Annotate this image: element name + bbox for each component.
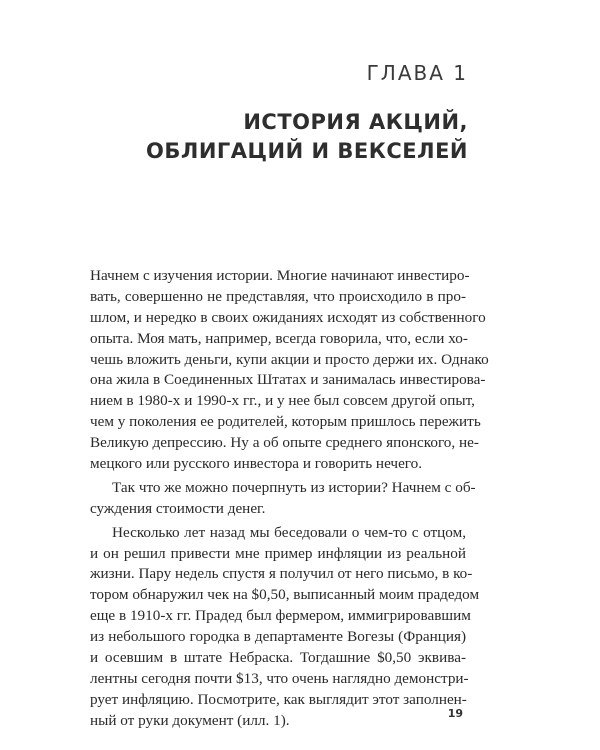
text-line: она жила в Соединенных Штатах и занималась инвестирова- bbox=[90, 371, 486, 389]
chapter-title-line: ОБЛИГАЦИЙ И ВЕКСЕЛЕЙ bbox=[146, 139, 468, 163]
text-line: нием в 1980-х и 1990-х гг., и у нее был совсем другой опыт, bbox=[90, 392, 475, 410]
text-line: рует инфляцию. Посмотрите, как выглядит этот заполнен- bbox=[90, 690, 467, 708]
page-number: 19 bbox=[447, 707, 463, 720]
body-text bbox=[90, 266, 489, 732]
text-line: еще в 1910-х гг. Прадед был фермером, иммигрировавшим bbox=[90, 607, 471, 625]
text-line: опыта. Моя мать, например, всегда говорила, что, если хо- bbox=[90, 329, 468, 347]
chapter-title bbox=[146, 108, 468, 166]
text-line: и он решил привести мне пример инфляции из реальной bbox=[90, 544, 466, 562]
paragraph-3 bbox=[90, 523, 480, 732]
text-line: лентны сегодня почти $13, что очень наглядно демонстри- bbox=[90, 669, 469, 687]
text-line: Несколько лет назад мы беседовали о чем-то с отцом, bbox=[112, 523, 466, 541]
text-line: суждения стоимости денег. bbox=[90, 499, 266, 517]
paragraph-2 bbox=[90, 478, 476, 520]
chapter-title-line: ИСТОРИЯ АКЦИЙ, bbox=[243, 110, 468, 134]
text-line: ный от руки документ (илл. 1). bbox=[90, 711, 290, 729]
text-line: Так что же можно почерпнуть из истории? Начнем с об- bbox=[112, 478, 476, 496]
text-line: чешь вложить деньги, купи акции и просто держи их. Однако bbox=[90, 350, 489, 368]
text-line: шлом, и нередко в своих ожиданиях исходят из собственного bbox=[90, 308, 486, 326]
text-line: вать, совершенно не представляя, что происходило в про- bbox=[90, 287, 466, 305]
chapter-label: ГЛАВА 1 bbox=[366, 61, 468, 85]
text-line: чем у поколения ее родителей, которым пришлось пережить bbox=[90, 413, 481, 431]
text-line: мецкого или русского инвестора и говорить нечего. bbox=[90, 455, 423, 473]
text-line: Великую депрессию. Ну а об опыте среднего японского, не- bbox=[90, 434, 479, 452]
text-line: Начнем с изучения истории. Многие начинают инвестиро- bbox=[90, 267, 470, 284]
text-line: и осевшим в штате Небраска. Тогдашние $0,50 эквива- bbox=[90, 649, 466, 667]
text-line: тором обнаружил чек на $0,50, выписанный моим прадедом bbox=[90, 586, 480, 604]
text-line: жизни. Пару недель спустя я получил от него письмо, в ко- bbox=[90, 565, 473, 583]
paragraph-1 bbox=[90, 266, 489, 475]
text-line: из небольшого городка в департаменте Вогезы (Франция) bbox=[90, 628, 466, 646]
